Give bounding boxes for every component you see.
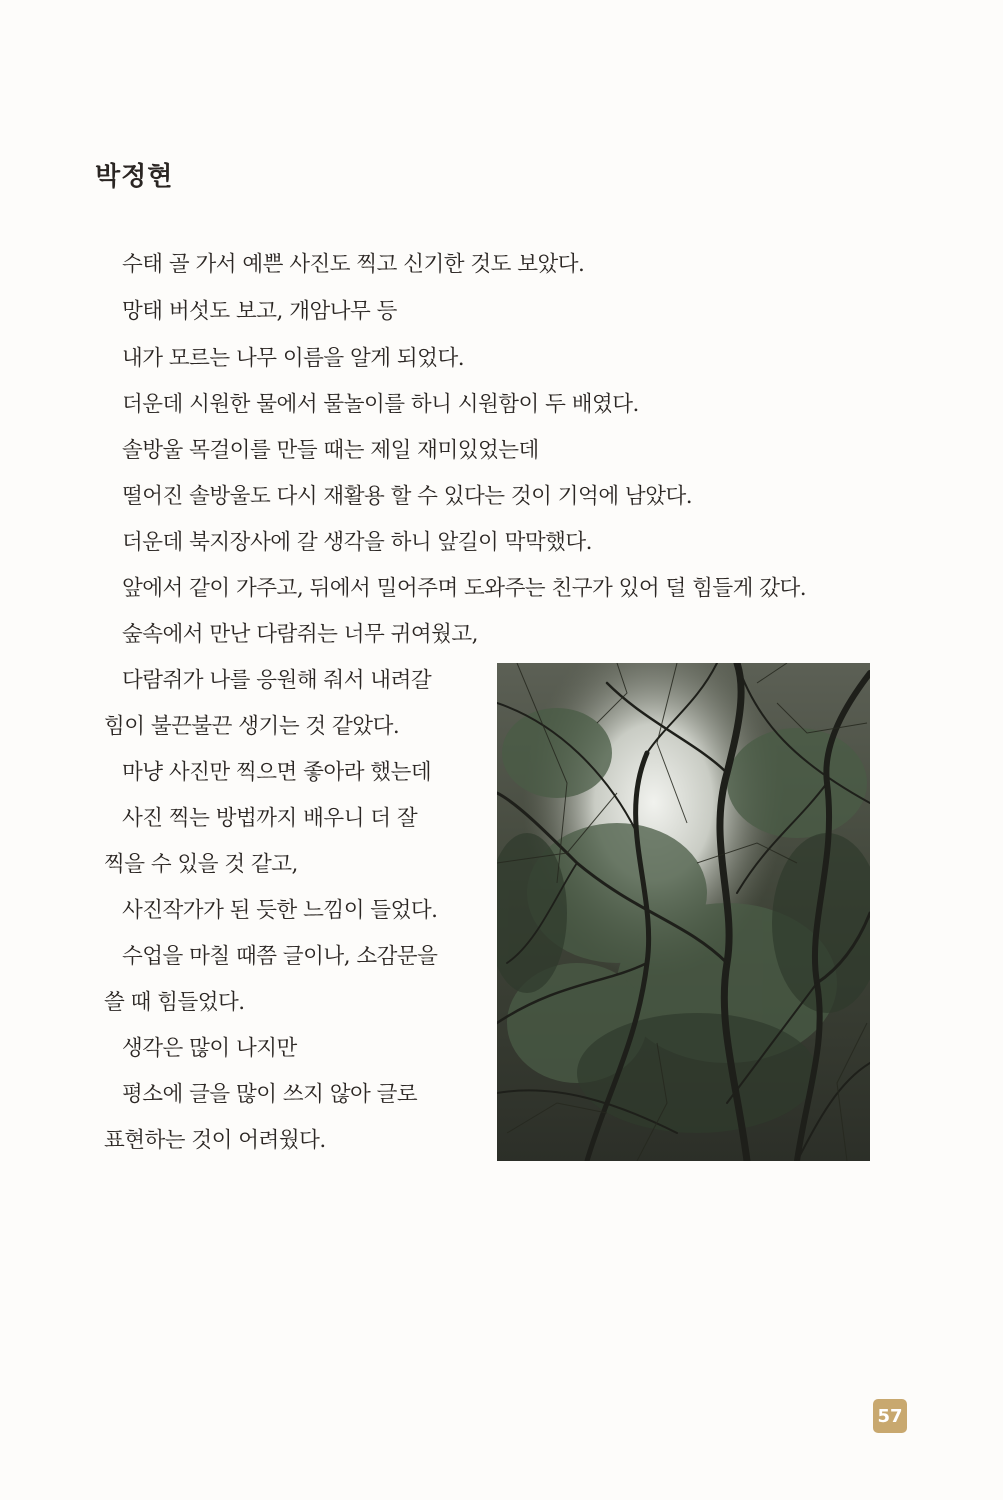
author-name: 박정현 [95, 162, 174, 192]
essay-line: 솔방울 목걸이를 만들 때는 제일 재미있었는데 [122, 438, 539, 463]
essay-line: 더운데 시원한 물에서 물놀이를 하니 시원함이 두 배였다. [122, 392, 639, 417]
essay-line: 내가 모르는 나무 이름을 알게 되었다. [122, 346, 465, 371]
essay-line: 마냥 사진만 찍으면 좋아라 했는데 [122, 760, 432, 785]
essay-line: 앞에서 같이 가주고, 뒤에서 밀어주며 도와주는 친구가 있어 덜 힘들게 갔다. [122, 576, 807, 601]
essay-line: 사진 찍는 방법까지 배우니 더 잘 [122, 806, 418, 831]
essay-line: 망태 버섯도 보고, 개암나무 등 [122, 299, 397, 324]
essay-line: 표현하는 것이 어려웠다. [104, 1128, 326, 1153]
essay-line: 떨어진 솔방울도 다시 재활용 할 수 있다는 것이 기억에 남았다. [122, 484, 693, 509]
essay-line: 찍을 수 있을 것 같고, [104, 852, 298, 877]
essay-line: 숲속에서 만난 다람쥐는 너무 귀여웠고, [122, 622, 478, 647]
essay-line: 수태 골 가서 예쁜 사진도 찍고 신기한 것도 보았다. [122, 252, 585, 277]
essay-line: 다람쥐가 나를 응원해 줘서 내려갈 [122, 668, 432, 693]
essay-line: 평소에 글을 많이 쓰지 않아 글로 [122, 1082, 418, 1107]
essay-line: 더운데 북지장사에 갈 생각을 하니 앞길이 막막했다. [122, 530, 592, 555]
essay-line: 힘이 불끈불끈 생기는 것 같았다. [104, 714, 400, 739]
page-number-badge: 57 [873, 1399, 907, 1433]
forest-canopy-photo [497, 663, 870, 1161]
essay-line: 생각은 많이 나지만 [122, 1036, 297, 1061]
essay-line: 사진작가가 된 듯한 느낌이 들었다. [122, 898, 438, 923]
essay-line: 수업을 마칠 때쯤 글이나, 소감문을 [122, 944, 438, 969]
essay-line: 쓸 때 힘들었다. [104, 990, 245, 1015]
